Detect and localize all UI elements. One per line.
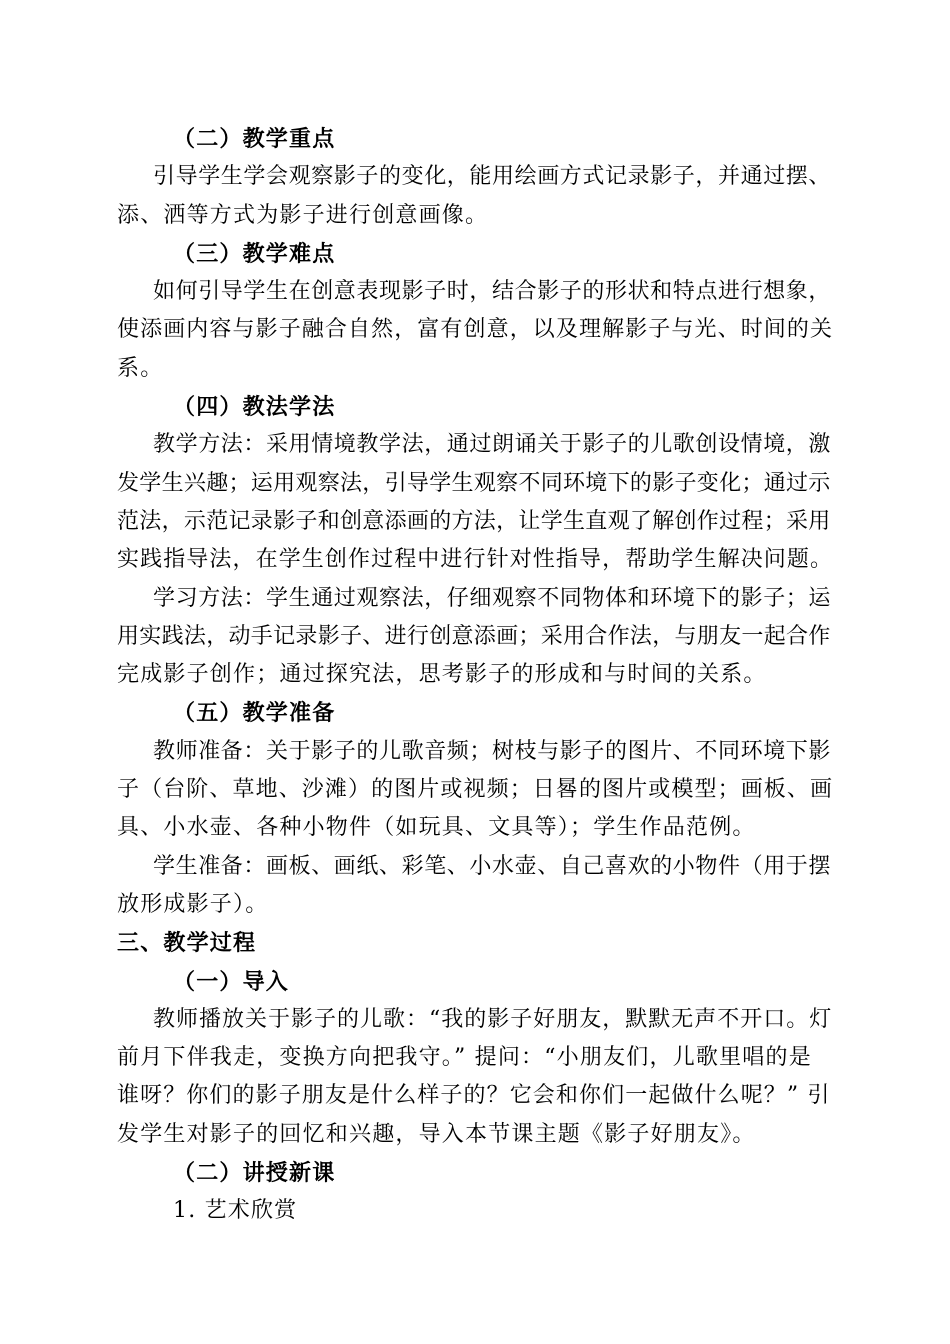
section-heading-difficulty: （三）教学难点 xyxy=(173,240,336,267)
paragraph-line: 前月下伴我走，变换方向把我守。” 提问：“小朋友们，儿歌里唱的是 xyxy=(117,1045,812,1071)
paragraph-line: 实践指导法，在学生创作过程中进行针对性指导，帮助学生解决问题。 xyxy=(117,547,834,573)
paragraph-line: 范法，示范记录影子和创意添画的方法，让学生直观了解创作过程；采用 xyxy=(117,508,831,534)
paragraph-line: 教师准备：关于影子的儿歌音频；树枝与影子的图片、不同环境下影 xyxy=(153,738,832,764)
paragraph-line: 发学生兴趣；运用观察法，引导学生观察不同环境下的影子变化；通过示 xyxy=(117,470,831,496)
paragraph-line: 完成影子创作；通过探究法，思考影子的形成和与时间的关系。 xyxy=(117,662,767,688)
paragraph-line: 如何引导学生在创意表现影子时，结合影子的形状和特点进行想象， xyxy=(153,279,832,305)
section-heading-preparation: （五）教学准备 xyxy=(173,700,336,727)
chapter-heading-process: 三、教学过程 xyxy=(117,930,257,957)
paragraph-line: 谁呀？你们的影子朋友是什么样子的？它会和你们一起做什么呢？” 引 xyxy=(117,1083,831,1109)
paragraph-line: 发学生对影子的回忆和兴趣，导入本节课主题《影子好朋友》。 xyxy=(117,1121,756,1147)
paragraph-line: 用实践法，动手记录影子、进行创意添画；采用合作法，与朋友一起合作 xyxy=(117,623,831,649)
paragraph-line: 学习方法：学生通过观察法，仔细观察不同物体和环境下的影子；运 xyxy=(153,585,832,611)
paragraph-line: 使添画内容与影子融合自然，富有创意，以及理解影子与光、时间的关 xyxy=(117,317,834,343)
section-heading-focus: （二）教学重点 xyxy=(173,126,336,152)
paragraph-line: 具、小水壶、各种小物件（如玩具、文具等）；学生作品范例。 xyxy=(117,815,756,841)
section-heading-new-lesson: （二）讲授新课 xyxy=(173,1160,336,1187)
paragraph-line: 添、洒等方式为影子进行创意画像。 xyxy=(117,202,489,228)
paragraph-line: 子（台阶、草地、沙滩）的图片或视频；日晷的图片或模型；画板、画 xyxy=(117,777,834,803)
paragraph-line: 教师播放关于影子的儿歌：“我的影子好朋友，默默无声不开口。灯 xyxy=(153,1006,833,1032)
numbered-item: 1. 艺术欣赏 xyxy=(173,1198,298,1224)
paragraph-line: 学生准备：画板、画纸、彩笔、小水壶、自己喜欢的小物件（用于摆 xyxy=(153,853,832,879)
paragraph-line: 引导学生学会观察影子的变化，能用绘画方式记录影子，并通过摆、 xyxy=(153,164,832,190)
paragraph-line: 系。 xyxy=(117,355,164,381)
paragraph-line: 放形成影子）。 xyxy=(117,891,269,917)
document-body xyxy=(117,120,833,1231)
section-heading-methods: （四）教法学法 xyxy=(173,394,336,421)
paragraph-line: 教学方法：采用情境教学法，通过朗诵关于影子的儿歌创设情境，激 xyxy=(153,432,832,458)
section-heading-intro: （一）导入 xyxy=(173,968,290,995)
